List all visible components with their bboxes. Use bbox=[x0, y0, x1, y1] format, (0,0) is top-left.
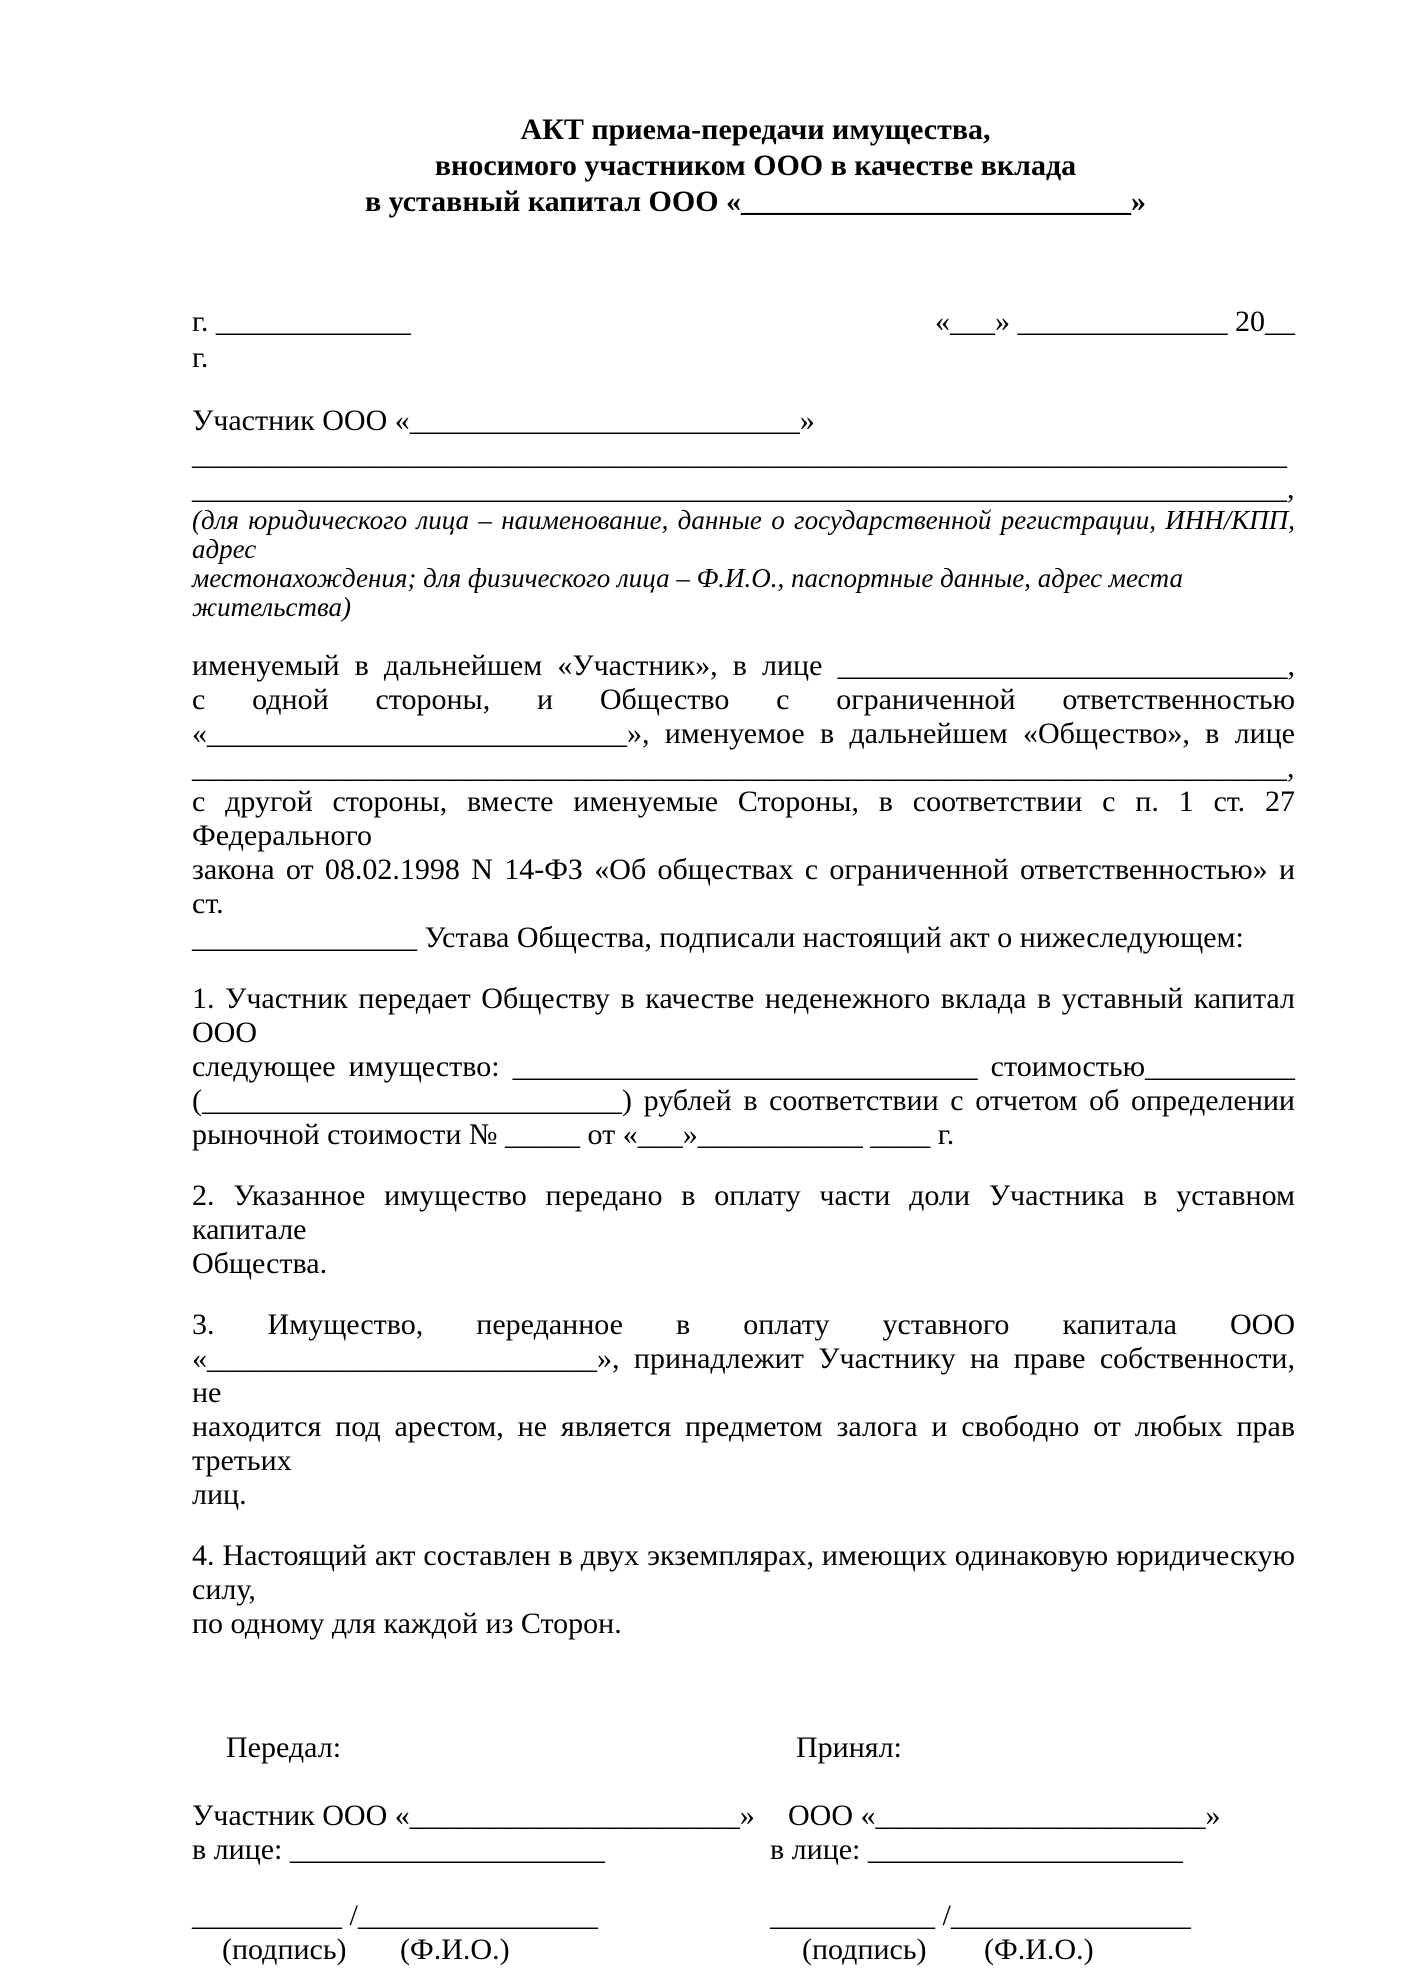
text-line: рыночной стоимости № _____ от «___»___________ ____ г. bbox=[192, 1118, 955, 1151]
text-line: именуемый в дальнейшем «Участник», в лице ______________________________, bbox=[192, 649, 1295, 682]
clause-4 bbox=[192, 1539, 1295, 1641]
left-person-line: в лице: _____________________ bbox=[192, 1833, 605, 1866]
text-line: 2. Указанное имущество передано в оплату части доли Участника в уставном капитале bbox=[192, 1179, 1295, 1246]
date-block bbox=[192, 304, 1295, 376]
text-line: с другой стороны, вместе именуемые Стороны, в соответствии с п. 1 ст. 27 Федерального bbox=[192, 785, 1295, 852]
text-line: следующее имущество: _______________________________ стоимостью__________ bbox=[192, 1050, 1295, 1083]
intro-block bbox=[192, 404, 1295, 622]
text-line: 4. Настоящий акт составлен в двух экземплярах, имеющих одинаковую юридическую силу, bbox=[192, 1539, 1295, 1606]
text-line: _______________ Устава Общества, подписали настоящий акт о нижеследующем: bbox=[192, 921, 1244, 954]
right-sign-caption: (подпись) bbox=[802, 1933, 927, 1966]
left-signature-line: __________ /________________ bbox=[192, 1899, 598, 1932]
signature-person-row bbox=[192, 1833, 1295, 1867]
right-fio-caption: (Ф.И.О.) bbox=[984, 1933, 1094, 1966]
left-fio-caption: (Ф.И.О.) bbox=[400, 1933, 510, 1966]
text-line: _________________________________________________________________________, bbox=[192, 751, 1295, 784]
text-line: «____________________________», именуемое в дальнейшем «Общество», в лице bbox=[192, 717, 1295, 750]
date-row bbox=[192, 304, 1295, 340]
document-title bbox=[192, 112, 1295, 220]
explanatory-note bbox=[192, 506, 1295, 622]
signature-org-row bbox=[192, 1799, 1295, 1833]
text-line: (____________________________) рублей в соответствии с отчетом об определении bbox=[192, 1084, 1295, 1117]
signature-block bbox=[192, 1731, 1295, 1967]
participant-line: Участник ООО «__________________________» bbox=[192, 404, 815, 437]
text-line: АКТ приема-передачи имущества, bbox=[520, 113, 991, 146]
right-org-line: ООО «______________________» bbox=[788, 1799, 1221, 1832]
text-line: 3. Имущество, переданное в оплату уставного капитала ООО bbox=[192, 1308, 1295, 1341]
date-wrapped-word: г. bbox=[192, 341, 209, 374]
text-line: закона от 08.02.1998 N 14-ФЗ «Об обществах с ограниченной ответственностью» и ст. bbox=[192, 853, 1295, 920]
right-signature-line: ___________ /________________ bbox=[770, 1899, 1191, 1932]
preamble-paragraph bbox=[192, 649, 1295, 955]
left-org-line: Участник ООО «______________________» bbox=[192, 1799, 755, 1832]
text-line: в уставный капитал ООО «__________________________» bbox=[364, 185, 1147, 218]
text-line: лиц. bbox=[192, 1478, 247, 1511]
city-blank: г. _____________ bbox=[192, 305, 411, 338]
text-line: 1. Участник передает Обществу в качестве неденежного вклада в уставный капитал ООО bbox=[192, 982, 1295, 1049]
text-line: «__________________________», принадлежит Участнику на праве собственности, не bbox=[192, 1342, 1295, 1409]
signature-captions-row bbox=[192, 1933, 1295, 1967]
text-line: находится под арестом, не является предметом залога и свободно от любых прав третьих bbox=[192, 1410, 1295, 1477]
participant-blank-line-2: _________________________________________________________________________, bbox=[192, 472, 1295, 505]
date-blank: «___» ______________ 20__ bbox=[935, 305, 1295, 338]
right-captions bbox=[770, 1933, 1295, 1967]
signature-labels-row bbox=[192, 1731, 1295, 1765]
clause-3 bbox=[192, 1308, 1295, 1512]
left-sign-caption: (подпись) bbox=[222, 1933, 347, 1966]
signature-line-row bbox=[192, 1899, 1295, 1933]
clause-1 bbox=[192, 982, 1295, 1152]
text-line: по одному для каждой из Сторон. bbox=[192, 1607, 622, 1640]
transferred-label: Передал: bbox=[226, 1731, 342, 1764]
text-line: вносимого участником ООО в качестве вклада bbox=[434, 149, 1077, 182]
participant-blank-line-1: _________________________________________________________________________ bbox=[192, 438, 1287, 471]
text-line: Общества. bbox=[192, 1247, 328, 1280]
clause-2 bbox=[192, 1179, 1295, 1281]
text-line: с одной стороны, и Общество с ограниченной ответственностью bbox=[192, 683, 1295, 716]
accepted-label: Принял: bbox=[796, 1731, 902, 1764]
left-captions bbox=[192, 1933, 770, 1967]
right-person-line: в лице: _____________________ bbox=[770, 1833, 1183, 1866]
text-line: (для юридического лица – наименование, данные о государственной регистрации, ИНН/КПП, адрес bbox=[192, 505, 1295, 564]
text-line: местонахождения; для физического лица – Ф.И.О., паспортные данные, адрес места жительства) bbox=[192, 563, 1183, 622]
